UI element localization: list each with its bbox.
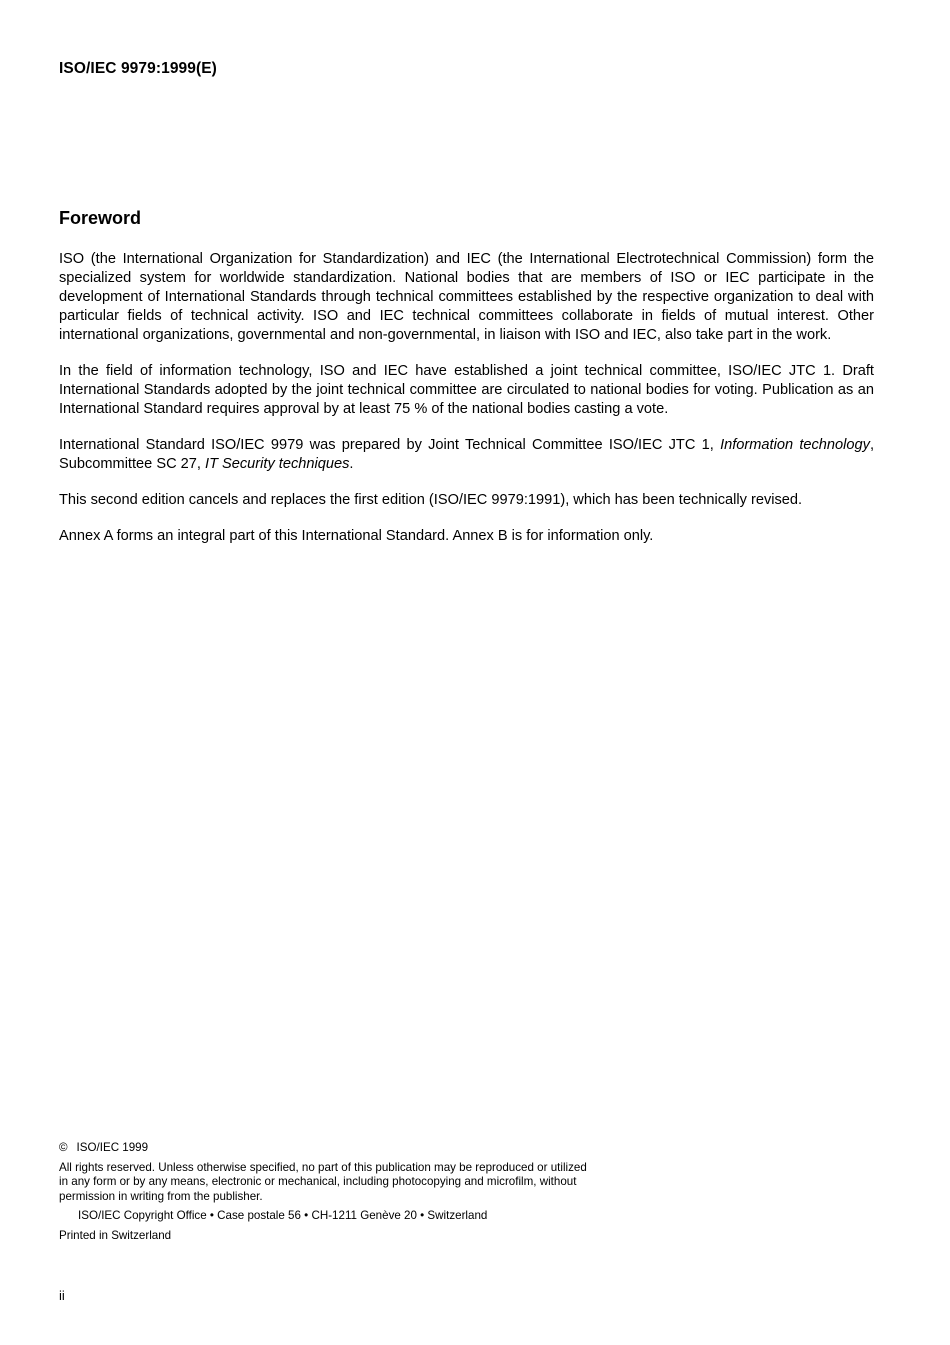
foreword-paragraph-preparation [59, 436, 874, 474]
copyright-symbol: © [59, 1141, 68, 1154]
foreword-body [59, 250, 874, 563]
foreword-paragraph-annexes: Annex A forms an integral part of this International Standard. Annex B is for information only. [59, 528, 654, 544]
subcommittee-title: IT Security techniques [205, 456, 350, 472]
foreword-paragraph-organizations: ISO (the International Organization for Standardization) and IEC (the International Electrotechnical Commission) form the specialized system for worldwide standardization. National bodies that are members of ISO or IEC participate in the development of International Standards through technical committees established by the respective organization to deal with particular fields of technical activity. ISO and IEC technical committees collaborate in fields of mutual interest. Other international organizations, governmental and non-governmental, in liaison with ISO and IEC, also take part in the work. [59, 251, 874, 343]
preparation-text-suffix: . [349, 456, 354, 472]
printed-location: Printed in Switzerland [59, 1228, 172, 1242]
copyright-line [59, 1141, 599, 1156]
preparation-text-mid: , Subcommittee SC 27, [59, 437, 874, 472]
copyright-holder: ISO/IEC 1999 [76, 1141, 149, 1154]
foreword-paragraph-edition: This second edition cancels and replaces the first edition (ISO/IEC 9979:1991), which has been technically revised. [59, 492, 803, 508]
document-code: ISO/IEC 9979:1999(E) [59, 60, 217, 77]
foreword-heading: Foreword [59, 208, 142, 228]
committee-title: Information technology [720, 437, 870, 453]
foreword-paragraph-jtc1: In the field of information technology, ISO and IEC have established a joint technical committee, ISO/IEC JTC 1. Draft International Standards adopted by the joint technical committee are circulated to national bodies for voting. Publication as an International Standard requires approval by at least 75 % of the national bodies casting a vote. [59, 363, 874, 417]
preparation-text-prefix: International Standard ISO/IEC 9979 was prepared by Joint Technical Committee ISO/IEC JTC 1, [59, 437, 721, 453]
rights-statement: All rights reserved. Unless otherwise specified, no part of this publication may be reproduced or utilized in any form or by any means, electronic or mechanical, including photocopying and microfilm, without permission in writing from the publisher. [59, 1160, 587, 1203]
copyright-notice [59, 1141, 599, 1243]
copyright-office-address: ISO/IEC Copyright Office • Case postale 56 • CH-1211 Genève 20 • Switzerland [78, 1209, 488, 1222]
page-number: ii [59, 1288, 65, 1303]
